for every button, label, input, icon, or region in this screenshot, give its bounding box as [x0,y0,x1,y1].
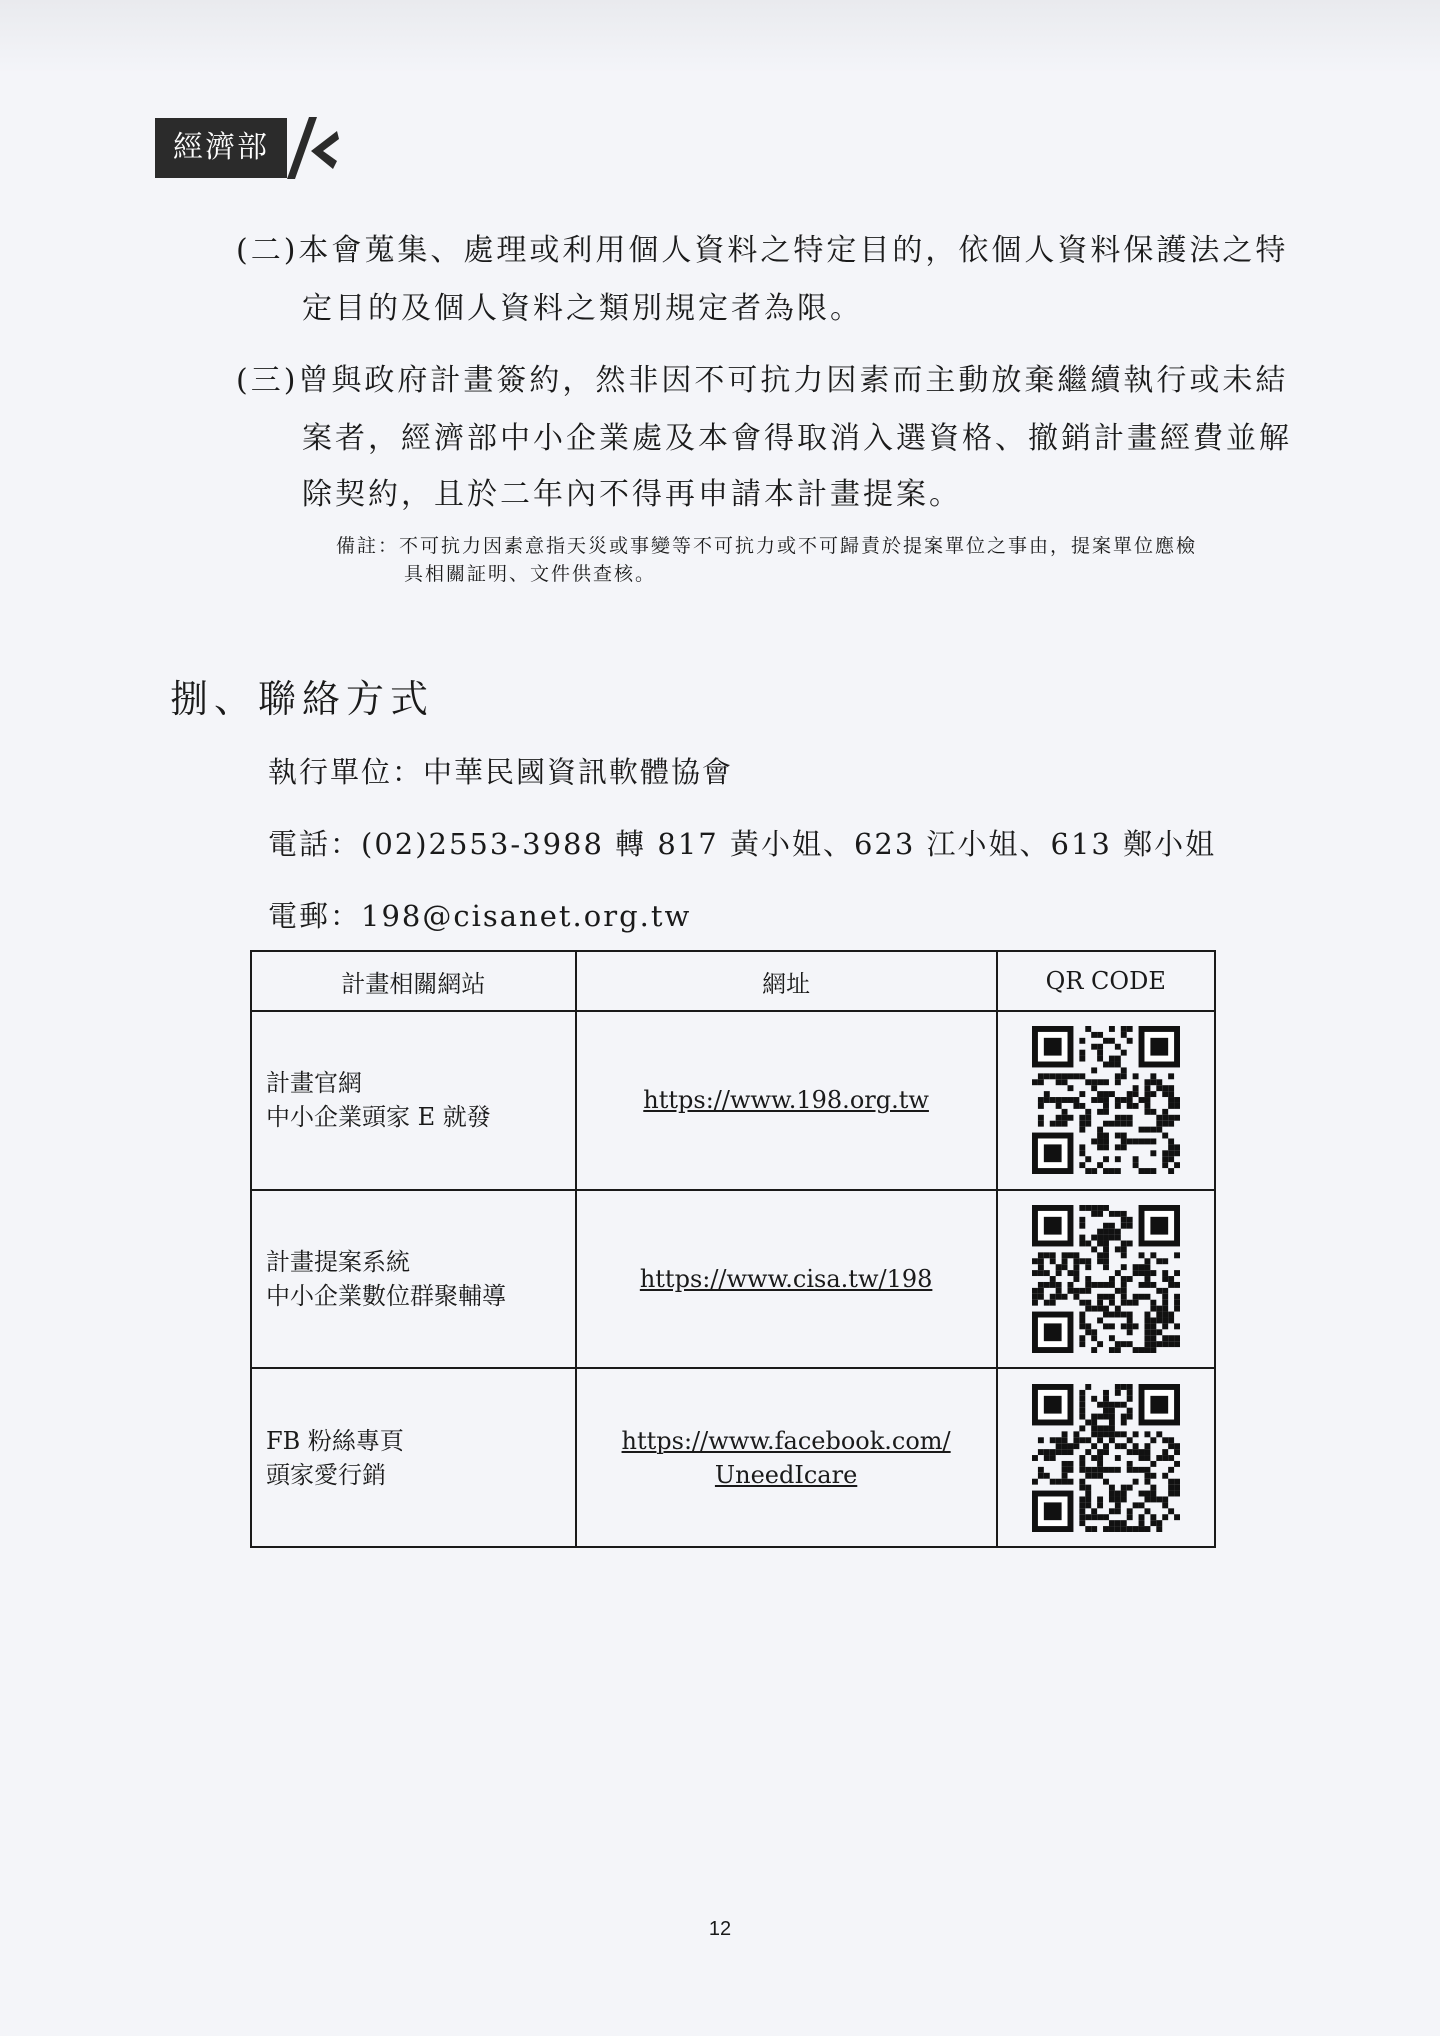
header-qr: QR CODE [997,951,1215,1011]
qr-code-cell [997,1368,1215,1547]
site-name-cell [251,1368,576,1547]
qr-code-cell [997,1190,1215,1369]
contact-unit: 執行單位：中華民國資訊軟體協會 [268,755,734,789]
site-name-line: FB 粉絲專頁 [266,1426,404,1455]
site-url-link[interactable]: https://www.198.org.tw [643,1086,929,1115]
page-number: 12 [708,1918,732,1940]
qr-code-icon [1032,1026,1180,1174]
site-name-cell [251,1190,576,1369]
note-line-1: 備註：不可抗力因素意指天災或事變等不可抗力或不可歸責於提案單位之事由，提案單位應檢 [336,535,1198,557]
logo-mark-icon [287,117,347,179]
contact-phone: 電話：(02)2553-3988 轉 817 黃小姐、623 江小姐、613 鄭小姐 [268,827,1217,861]
site-name-line: 中小企業頭家 E 就發 [266,1103,491,1132]
ministry-logo [155,117,347,179]
item-3-line-2: 案者，經濟部中小企業處及本會得取消入選資格、撤銷計畫經費並解 [302,421,1292,456]
table-row [251,1190,1215,1369]
table-row [251,1368,1215,1547]
table-row [251,1011,1215,1190]
site-name-line: 計畫提案系統 [266,1247,410,1276]
header-url: 網址 [576,951,997,1011]
item-3-line-3: 除契約，且於二年內不得再申請本計畫提案。 [302,477,962,512]
item-2-line-2: 定目的及個人資料之類別規定者為限。 [302,291,863,326]
contact-heading: 捌、聯絡方式 [170,677,435,721]
site-url-link[interactable]: https://www.facebook.com/ [621,1426,951,1455]
site-name-line: 中小企業數位群聚輔導 [266,1281,506,1310]
qr-code-cell [997,1011,1215,1190]
qr-code-icon [1032,1205,1180,1353]
table-header-row [251,951,1215,1011]
site-url-cell [576,1011,997,1190]
note-line-2: 具相關証明、文件供查核。 [404,563,657,585]
item-2-line-1: (二)本會蒐集、處理或利用個人資料之特定目的，依個人資料保護法之特 [236,233,1289,268]
item-3-line-1: (三)曾與政府計畫簽約，然非因不可抗力因素而主動放棄繼續執行或未結 [236,363,1289,398]
site-url-link-continued[interactable]: UneedIcare [714,1460,858,1489]
site-name-cell [251,1011,576,1190]
site-url-link[interactable]: https://www.cisa.tw/198 [639,1264,933,1293]
scan-top-band [0,0,1440,74]
site-url-cell [576,1190,997,1369]
contact-email: 電郵：198@cisanet.org.tw [268,899,692,933]
websites-table [250,950,1216,1548]
site-url-cell [576,1368,997,1547]
qr-code-icon [1032,1384,1180,1532]
site-name-line: 頭家愛行銷 [266,1460,386,1489]
logo-text: 經濟部 [155,118,287,178]
header-site: 計畫相關網站 [251,951,576,1011]
site-name-line: 計畫官網 [266,1069,362,1098]
